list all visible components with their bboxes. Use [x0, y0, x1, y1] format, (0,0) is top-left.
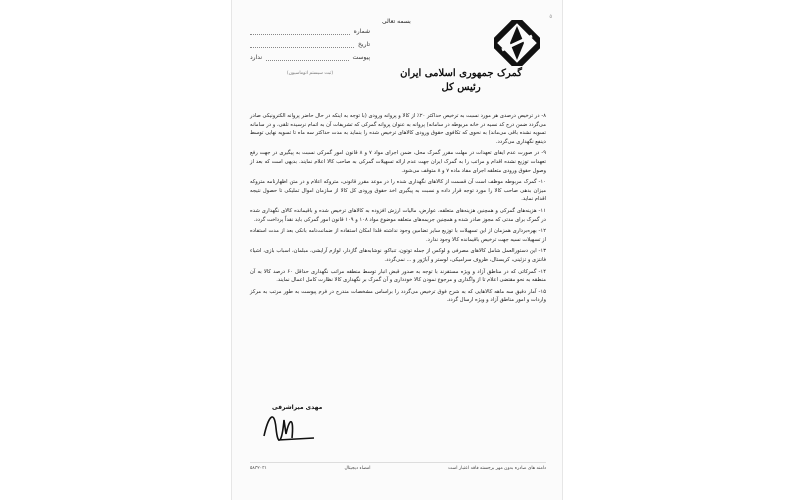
date-label: تاریخ — [358, 41, 370, 48]
paragraph-9: ۹- در صورت عدم ایفای تعهدات در مهلت مقرر گمرک محل، ضمن اجرای مواد ۷ و ۸ قانون امور گمرکی نسبت به پیگیری در جهت رفع تعهدات توزیع نشده اقدام و مراتب را به گمرک ایران جهت عدم ارائه تسهیلات گمرکی به صاحب کالا اعلام نمایند. بدیهی است که بعد از وصول حقوق ورودی متعلقه اجرای مفاد ماده ۷ و ۸ متوقف می‌شود. — [250, 150, 546, 174]
letter-page — [232, 0, 562, 500]
footer-signature-type: امضاء دیجیتال — [344, 466, 371, 471]
attachment-field — [250, 54, 370, 61]
attachment-value: ندارد — [250, 54, 263, 61]
basmala: بسمه تعالی — [382, 18, 411, 25]
attachment-line — [266, 54, 348, 61]
number-field — [250, 28, 370, 35]
signatory-name: مهدی میراشرفی — [272, 404, 323, 411]
number-line — [250, 28, 350, 35]
letter-footer — [250, 462, 546, 471]
organization-heading — [400, 68, 522, 93]
paragraph-13: ۱۳- این دستورالعمل شامل کالاهای مصرفی و لوکس از جمله توتون، تنباکو، نوشابه‌های گازدار، لوازم آرایشی، مبلمان، اسباب بازی، اشیاء فانتزی و تزئینی، کریستال، ظروف سرامیکی، لوستر و آباژور و ... نمی‌گردد. — [250, 248, 546, 263]
footer-reference: ۵۸۳۲۰۳۱ — [250, 466, 267, 471]
letter-body — [250, 112, 546, 308]
automation-note: (ثبت سیستم اتوماسیون) — [286, 71, 334, 76]
corner-mark: ٥ — [549, 14, 552, 20]
number-label: شماره — [353, 28, 370, 35]
paragraph-8: ۸- در ترخیص درصدی هر مورد نسبت به ترخیص حداکثر ۲۰٪ از کالا و پروانه ورودی (با توجه به اینکه در حال حاضر پروانه الکترونیکی صادر می‌گردد ضمن درج کد نسیه در خانه مربوطه در سامانه) پروانه به عنوان پروانه گمرکی که تشریفات آن به اتمام نرسیده تلقی، و در سامانه تسویه نشده باقی می‌ماند) به نحوی که تکافوی حقوق ورودی کالاهای ترخیص شده را بنماید به مدت حداکثر سه ماه تا تسویه نهایی توسط ذینفع نگهداری می‌گردد. — [250, 113, 546, 145]
paragraph-12: ۱۲- بهره‌برداری همزمان از این تسهیلات با توزیع سایر تضامین وجود نداشته فلذا امکان استفاده از ضمانت‌نامه بانکی بعد از مدت استفاده از تسهیلات نسیه جهت ترخیص باقیمانده کالا وجود ندارد. — [250, 228, 546, 243]
organization-name: گمرک جمهوری اسلامی ایران — [400, 68, 522, 79]
date-line — [250, 41, 354, 48]
paragraph-11: ۱۱- هزینه‌های گمرکی و همچنین هزینه‌های متعلقه، عوارض، مالیات ارزش افزوده به کالاهای ترخیص شده و باقیمانده کالای نگهداری شده در گمرک برای مدتی که مجوز صادر شده و همچنین جریمه‌های متعلقه موضوع مواد ۱۰۸ و ۱۰۹ قانون امور گمرکی باید نقداً پرداخت گردد. — [250, 207, 546, 223]
paragraph-15: ۱۵- آمار دقیق سه ماهه کالاهایی که به شرح فوق ترخیص می‌گردد را براساس مشخصات مندرج در فرم پیوست به طور مرتب به مرکز واردات و امور مناطق آزاد و ویژه ارسال گردد. — [250, 288, 546, 304]
organization-title: رئیس کل — [441, 82, 481, 93]
paragraph-14: ۱۴- گمرکاتی که در مناطق آزاد و ویژه مستقرند با توجه به صدور قبض انبار توسط منطقه مراتب نگهداری حداقل ۶۰ درصد کالا به آن منطقه به نحو مقتضی اعلام تا از واگذاری و مرجوع نمودن کالا خودداری و آن گمرک بر نگهداری کالا نظارت کامل اعمال نمایند. — [250, 268, 546, 284]
attachment-label: پیوست — [352, 54, 370, 61]
paragraph-10: ۱۰- گمرک مربوطه موظف است آن قسمت از کالاهای نگهداری شده را در موعد مقرر قانونی، متروکه اعلام و در متن اظهارنامه متروکه میزان بدهی صاحب کالا را مورد توجه قرار داده و نسبت به پیگیری اخذ حقوق ورودی کل کالا از سازمان اموال تملیکی تا حصول نتیجه اقدام نماید. — [250, 179, 546, 203]
customs-logo-icon — [494, 20, 540, 66]
footer-disclaimer: دامنه های صادره بدون مهر برجسته فاقد اعتبار است — [448, 466, 546, 471]
date-field — [250, 41, 370, 48]
letter-meta-fields — [250, 28, 370, 76]
